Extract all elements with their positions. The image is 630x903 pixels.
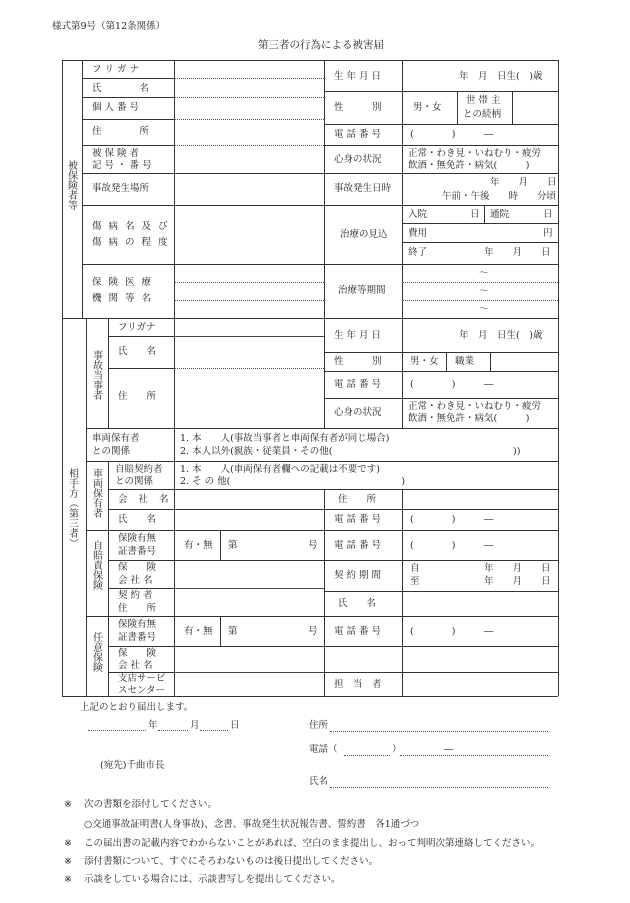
contract-period-label: 契 約 期 間: [334, 570, 382, 581]
period-from-label: 自: [410, 563, 420, 574]
other-address-label: 住 所: [118, 391, 157, 402]
footer-month: 月: [190, 720, 200, 731]
insured-mental-options-2[interactable]: 飲酒・無免許・病気( ): [408, 160, 530, 171]
note-mark-4: ※: [64, 874, 72, 885]
treatment-label: 治療の見込: [340, 229, 388, 240]
accident-datetime-label: 事故発生日時: [334, 183, 392, 194]
optional-insurance-label: 任意保険: [90, 632, 102, 672]
declaration-text: 上記のとおり届出します。: [80, 702, 194, 713]
other-job-label: 職業: [455, 356, 475, 367]
form-number: 様式第9号（第12条関係）: [52, 21, 166, 32]
insured-gender-label: 性 別: [334, 102, 382, 113]
opt-phone-value[interactable]: ( ) ―: [410, 626, 494, 637]
period-mark-2[interactable]: ～: [479, 286, 489, 297]
owner-relation-option-1[interactable]: 1. 本 人(事故当事者と車両保有者が同じ場合): [180, 433, 390, 444]
period-mark-3[interactable]: ～: [479, 304, 489, 315]
jibai-phone-label: 電 話 番 号: [334, 540, 382, 551]
footer-phone-close: ）: [392, 744, 402, 755]
self-contract-option-1[interactable]: 1. 本 人(車両保有者欄への記載は不要です): [180, 464, 380, 475]
jibai-phone-value[interactable]: ( ) ―: [410, 540, 494, 551]
cost-label: 費用: [408, 228, 428, 239]
injury-label-2: 傷 病 の 程 度: [92, 237, 170, 248]
other-phone-value[interactable]: ( ) ―: [410, 379, 494, 390]
opt-number-prefix: 第: [228, 626, 238, 637]
form-title: 第三者の行為による被害届: [258, 39, 384, 51]
other-name-label: 氏 名: [118, 346, 157, 357]
footer-year: 年: [148, 720, 158, 731]
opt-cert-label-2: 証書番号: [118, 632, 157, 643]
insured-section-label: 被保険者等: [65, 160, 77, 210]
insured-birth-label: 生 年 月 日: [334, 71, 382, 82]
footer-phone-dash: ―: [444, 744, 454, 755]
note-3: 添付書類について、すぐにそろわないものは後日提出してください。: [84, 856, 379, 867]
injury-label-1: 傷 病 名 及 び: [92, 221, 170, 232]
jibai-insurer-label-2: 会 社 名: [118, 575, 153, 586]
other-furigana-label: フリガナ: [118, 322, 156, 333]
other-gender-value[interactable]: 男・女: [410, 356, 439, 367]
end-date[interactable]: 年 月 日: [484, 247, 551, 258]
note-mark-2: ※: [64, 838, 72, 849]
insured-birth-value[interactable]: 年 月 日生( )歳: [459, 71, 543, 82]
other-birth-value[interactable]: 年 月 日生( )歳: [459, 330, 543, 341]
contractor-name-label: 氏 名: [338, 598, 377, 609]
vehicle-owner-label: 車両保有者: [90, 468, 102, 518]
admission-days[interactable]: 日: [470, 209, 480, 220]
outpatient-label: 通院: [490, 209, 510, 220]
owner-address-label: 住 所: [338, 494, 377, 505]
note-4: 示談をしている場合には、示談書写しを提出してください。: [84, 874, 341, 885]
jibai-number-suffix: 号: [308, 540, 318, 551]
jibai-cert-label-2: 証書番号: [118, 546, 157, 557]
household-label-2: との続柄: [463, 109, 502, 120]
opt-cert-label-1: 保険有無: [118, 619, 157, 630]
insured-gender-value[interactable]: 男・女: [413, 102, 442, 113]
owner-company-label: 会 社 名: [118, 494, 173, 505]
jibai-number-prefix: 第: [228, 540, 238, 551]
insured-phone-label: 電 話 番 号: [334, 129, 382, 140]
insured-phone-value[interactable]: ( ) ―: [410, 129, 494, 140]
owner-phone-value[interactable]: ( ) ―: [410, 514, 494, 525]
other-section-label: 相手方（第三者）: [66, 468, 78, 548]
note-mark-1: ※: [64, 799, 72, 810]
insured-address-label: 住 所: [92, 126, 150, 137]
footer-address-label: 住所: [309, 720, 329, 731]
period-to-label: 至: [410, 576, 420, 587]
footer-day: 日: [230, 720, 240, 731]
insured-mental-label: 心身の状況: [334, 154, 382, 165]
footer-phone-label: 電話（: [309, 744, 338, 755]
branch-label-2: スセンター: [118, 685, 166, 696]
jibai-insurer-label-1: 保 険: [118, 562, 157, 573]
other-gender-label: 性 別: [334, 356, 382, 367]
footer-name-label: 氏名: [309, 776, 329, 787]
party-label: 事故当事者: [90, 350, 102, 400]
other-phone-label: 電 話 番 号: [334, 379, 382, 390]
self-contract-label-1: 自賠契約者: [115, 464, 163, 475]
end-label: 終了: [408, 247, 428, 258]
insured-personal-number-label: 個 人 番 号: [92, 102, 140, 113]
insured-name-label: 氏 名: [92, 83, 150, 94]
opt-yesno[interactable]: 有・無: [184, 626, 213, 637]
jibai-yesno[interactable]: 有・無: [184, 540, 213, 551]
note-mark-3: ※: [64, 856, 72, 867]
contractor-label-1: 契 約 者: [118, 590, 153, 601]
opt-phone-label: 電 話 番 号: [334, 626, 382, 637]
admission-label: 入院: [408, 209, 428, 220]
other-mental-options-2[interactable]: 飲酒・無免許・病気( ): [408, 413, 530, 424]
medical-label-1: 保 険 医 療: [92, 277, 154, 288]
accident-time-value[interactable]: 午前・午後 時 分頃: [442, 191, 557, 202]
owner-phone-label: 電 話 番 号: [334, 514, 382, 525]
accident-date-value[interactable]: 年 月 日: [490, 177, 557, 188]
addressee: (宛先)千曲市長: [100, 760, 165, 771]
note-1: 次の書類を添付してください。: [84, 799, 218, 810]
owner-relation-label-2: との関係: [92, 446, 131, 457]
owner-relation-option-2[interactable]: 2. 本人以外(親族・従業員・その他( )): [180, 446, 521, 457]
owner-name-label: 氏 名: [118, 514, 157, 525]
other-birth-label: 生 年 月 日: [334, 330, 382, 341]
medical-label-2: 機 関 等 名: [92, 293, 154, 304]
opt-insurer-label-2: 会 社 名: [118, 660, 153, 671]
household-label-1: 世 帯 主: [466, 95, 501, 106]
contractor-label-2: 住 所: [118, 603, 157, 614]
period-to-date[interactable]: 年 月 日: [484, 576, 551, 587]
branch-label-1: 支店サービ: [118, 673, 166, 684]
self-contract-option-2[interactable]: 2. そ の 他( ): [180, 476, 406, 487]
opt-number-suffix: 号: [308, 626, 318, 637]
note-1-detail: ○交通事故証明書(人身事故)、念書、事故発生状況報告書、誓約書 各1通づつ: [84, 819, 420, 830]
opt-insurer-label-1: 保 険: [118, 648, 157, 659]
insured-mental-options-1[interactable]: 正常・わき見・いねむり・疲労: [408, 148, 542, 159]
insured-code-label-2: 記 号 ・ 番 号: [92, 160, 152, 171]
treatment-period-label: 治療等期間: [338, 285, 386, 296]
jibai-cert-label-1: 保険有無: [118, 533, 157, 544]
period-from-date[interactable]: 年 月 日: [484, 563, 551, 574]
jibai-insurance-label: 自賠責保険: [90, 540, 102, 590]
accident-place-label: 事故発生場所: [92, 183, 150, 194]
outpatient-days[interactable]: 日: [543, 209, 553, 220]
insured-furigana-label: フ リ ガ ナ: [92, 64, 140, 75]
owner-relation-label-1: 車両保有者: [92, 433, 140, 444]
cost-unit[interactable]: 円: [543, 228, 553, 239]
note-2: この届出書の記載内容でわからないことがあれば、空白のまま提出し、おって判明次第連絡してください。: [84, 838, 541, 849]
staff-label: 担 当 者: [334, 679, 382, 690]
insured-code-label-1: 被 保 険 者: [92, 148, 140, 159]
period-mark-1[interactable]: ～: [479, 268, 489, 279]
other-mental-label: 心身の状況: [334, 407, 382, 418]
self-contract-label-2: との関係: [115, 476, 154, 487]
other-mental-options-1[interactable]: 正常・わき見・いねむり・疲労: [408, 401, 542, 412]
